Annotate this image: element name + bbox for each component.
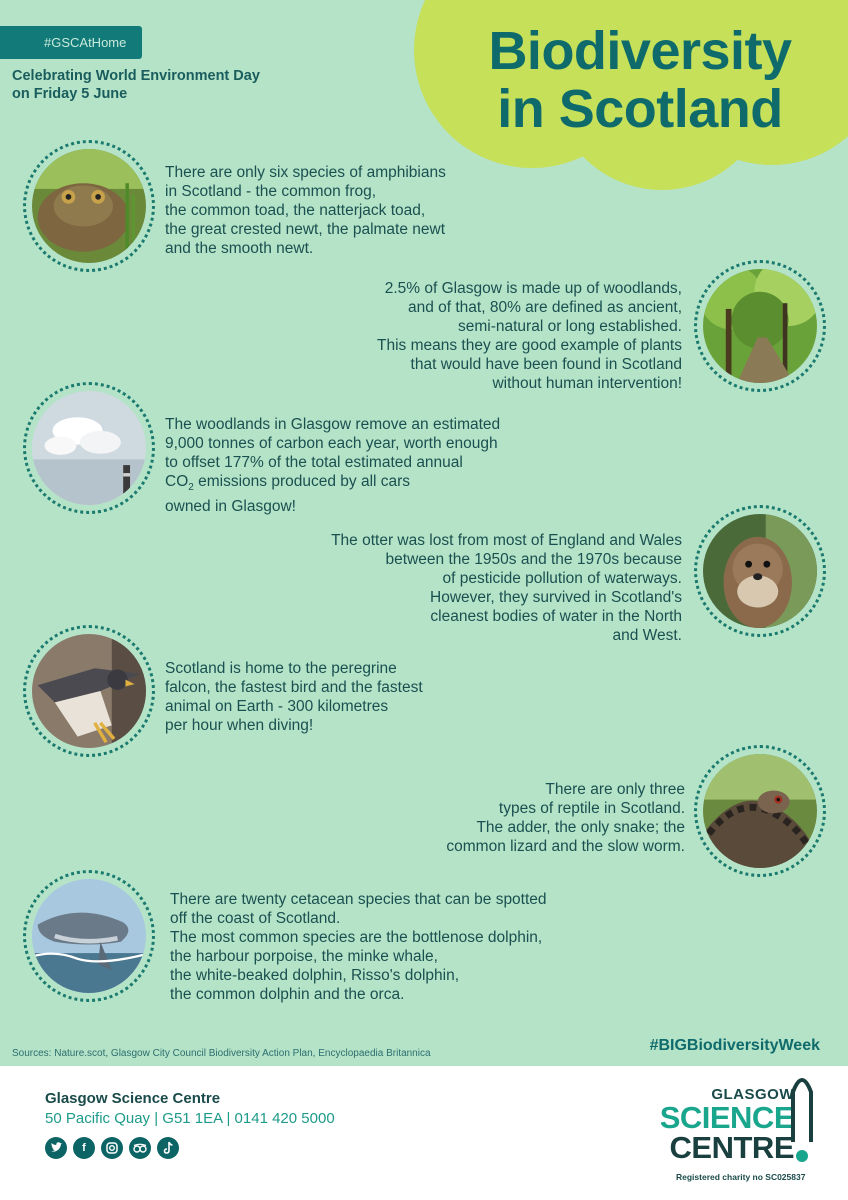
peregrine-falcon-photo (23, 625, 155, 757)
twitter-icon[interactable] (45, 1137, 67, 1159)
chimney-smoke-photo (23, 382, 155, 514)
fact-otter: The otter was lost from most of England and Wales between the 1950s and the 1970s because of pesticide pollution of waterways. However, they survived in Scotland's cleanest bodies of water in the North and West. (331, 532, 682, 644)
fact-amphibians: There are only six species of amphibians in Scotland - the common frog, the common toad, the natterjack toad, the great crested newt, the palmate newt and the smooth newt. (165, 164, 446, 257)
fact-falcon: Scotland is home to the peregrine falcon, the fastest bird and the fastest animal on Earth - 300 kilometres per hour when diving! (165, 660, 423, 734)
sources-note: Sources: Nature.scot, Glasgow City Council Biodiversity Action Plan, Encyclopaedia Britannica (12, 1048, 431, 1059)
org-address: 50 Pacific Quay | G51 1EA | 0141 420 5000 (45, 1110, 335, 1127)
fact-carbon: The woodlands in Glasgow remove an estimated 9,000 tonnes of carbon each year, worth enough to offset 177% of the total estimated annual $CO_2$ emissions produced by all cars owned in Glasgow! (165, 416, 501, 516)
gsc-at-home-hashtag: #GSCAtHome (0, 26, 142, 59)
woodland-photo (694, 260, 826, 392)
fact-cetaceans: There are twenty cetacean species that can be spotted off the coast of Scotland. The most common species are the bottlenose dolphin, the harbour porpoise, the minke whale, the white-beaked dolphin, Risso's dolphin, the common dolphin and the orca. (170, 891, 547, 1003)
gsc-logo: GLASGOW SCIENCE CENTRE (642, 1072, 822, 1172)
social-links (45, 1137, 179, 1159)
dolphin-photo (23, 870, 155, 1002)
facebook-icon[interactable]: f (73, 1137, 95, 1159)
title-line-1: Biodiversity (488, 21, 792, 81)
fact-reptiles: There are only three types of reptile in Scotland. The adder, the only snake; the common lizard and the slow worm. (446, 781, 685, 855)
tiktok-icon[interactable] (157, 1137, 179, 1159)
tripadvisor-icon[interactable] (129, 1137, 151, 1159)
logo-exclamation-icon (790, 1072, 814, 1168)
charity-number: Registered charity no SC025837 (676, 1172, 806, 1182)
toad-photo (23, 140, 155, 272)
big-biodiversity-week-hashtag: #BIGBiodiversityWeek (649, 1037, 820, 1054)
title-line-2: in Scotland (497, 79, 783, 139)
subtitle-line-2: on Friday 5 June (12, 86, 128, 102)
adder-snake-photo (694, 745, 826, 877)
otter-photo (694, 505, 826, 637)
subtitle-line-1: Celebrating World Environment Day (12, 68, 260, 84)
fact-woodlands: 2.5% of Glasgow is made up of woodlands, and of that, 80% are defined as ancient, semi-natural or long established. This means they are good example of plants that would have been found in Scotland without human intervention! (376, 280, 682, 392)
org-name: Glasgow Science Centre (45, 1090, 221, 1107)
instagram-icon[interactable] (101, 1137, 123, 1159)
